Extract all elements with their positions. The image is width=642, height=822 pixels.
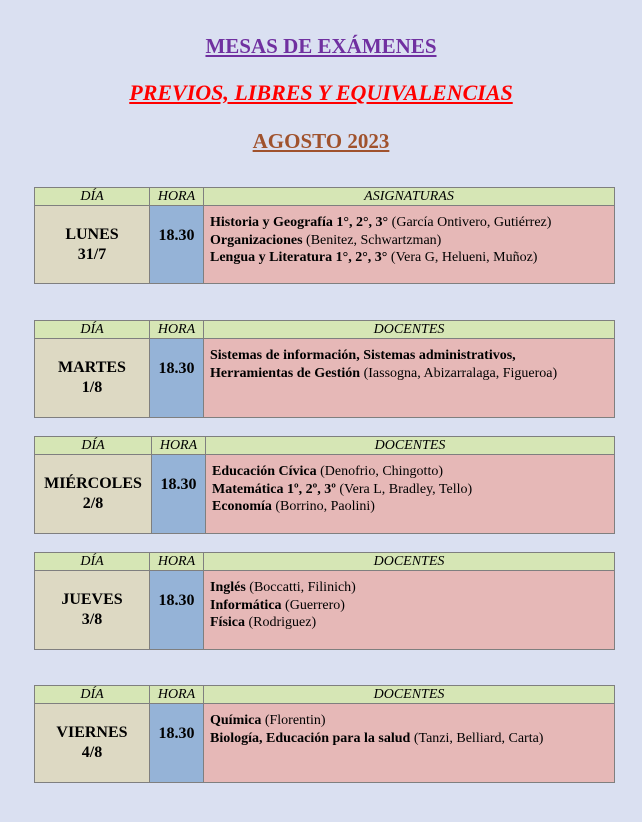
hour-cell: 18.30	[150, 704, 204, 783]
subject-line	[210, 597, 614, 615]
column-header-day: DÍA	[35, 321, 150, 339]
subject-name: Educación Cívica	[212, 464, 317, 479]
teacher-names: (Vera G, Helueni, Muñoz)	[387, 250, 538, 265]
column-header-hour: HORA	[150, 188, 204, 206]
column-header-subjects: ASIGNATURAS	[204, 188, 615, 206]
table-row	[35, 455, 615, 534]
column-header-hour: HORA	[150, 321, 204, 339]
subject-name: Organizaciones	[210, 232, 303, 248]
subject-line	[210, 614, 614, 632]
column-header-day: DÍA	[35, 437, 152, 455]
day-cell	[35, 206, 150, 284]
schedule-table-friday	[34, 685, 615, 783]
day-date: 31/7	[77, 245, 107, 263]
table-header-row	[35, 686, 615, 704]
column-header-teachers: DOCENTES	[204, 553, 615, 571]
schedule-table-monday	[34, 187, 615, 284]
day-cell	[35, 704, 150, 783]
table-header-row	[35, 188, 615, 206]
table-row	[35, 339, 615, 418]
subject-line	[212, 463, 614, 481]
column-header-hour: HORA	[150, 553, 204, 571]
period-heading: AGOSTO 2023	[252, 129, 390, 153]
column-header-teachers: DOCENTES	[204, 321, 615, 339]
subject-name: Química	[210, 713, 262, 728]
subjects-cell	[204, 571, 615, 650]
hour-cell: 18.30	[152, 455, 206, 534]
column-header-teachers: DOCENTES	[206, 437, 615, 455]
teacher-names: (Borrino, Paolini)	[271, 499, 375, 514]
schedule-table-thursday	[34, 552, 615, 650]
day-name: LUNES	[65, 225, 119, 243]
table-header-row	[35, 321, 615, 339]
teacher-names: (Tanzi, Belliard, Carta)	[410, 730, 544, 746]
subject-name: Economía	[212, 499, 272, 514]
hour-cell: 18.30	[150, 206, 204, 284]
subjects-cell	[204, 206, 615, 284]
table-header-row	[35, 553, 615, 571]
column-header-hour: HORA	[150, 686, 204, 704]
table-header-row	[35, 437, 615, 455]
subject-line	[210, 214, 614, 232]
teacher-names: (Boccatti, Filinich)	[245, 580, 356, 595]
subject-line	[210, 365, 614, 383]
teacher-names: (Vera L, Bradley, Tello)	[335, 481, 473, 497]
teacher-names: (Benitez, Schwartzman)	[302, 232, 442, 248]
subject-name: Inglés	[210, 580, 246, 595]
subject-line	[210, 579, 614, 597]
day-date: 4/8	[81, 744, 103, 761]
subject-name: Sistemas de información, Sistemas administrativos,	[210, 348, 516, 363]
subject-line	[212, 481, 614, 499]
subject-name: Herramientas de Gestión	[210, 365, 361, 381]
hour-cell: 18.30	[150, 571, 204, 650]
day-date: 1/8	[81, 379, 103, 396]
subject-line	[210, 712, 614, 730]
subjects-cell	[204, 339, 615, 418]
day-cell	[35, 455, 152, 534]
subject-name: Matemática 1º, 2º, 3º	[212, 481, 336, 497]
subjects-cell	[204, 704, 615, 783]
teacher-names: (Rodriguez)	[245, 615, 317, 630]
subject-name: Física	[210, 615, 245, 630]
column-header-day: DÍA	[35, 188, 150, 206]
hour-cell: 18.30	[150, 339, 204, 418]
teacher-names: (Denofrio, Chingotto)	[316, 464, 443, 479]
subject-line	[210, 249, 614, 267]
subject-name: Biología, Educación para la salud	[210, 730, 411, 746]
column-header-hour: HORA	[152, 437, 206, 455]
subject-name: Historia y Geografía 1°, 2°, 3°	[210, 215, 389, 230]
day-date: 3/8	[81, 611, 103, 628]
subject-line	[210, 347, 614, 365]
table-row	[35, 704, 615, 783]
column-header-day: DÍA	[35, 553, 150, 571]
subject-name: Informática	[210, 597, 282, 613]
subject-line	[210, 730, 614, 748]
day-name: MIÉRCOLES	[44, 475, 142, 492]
teacher-names: (García Ontivero, Gutiérrez)	[388, 215, 552, 230]
table-row	[35, 206, 615, 284]
teacher-names: (Florentin)	[261, 713, 326, 728]
day-cell	[35, 339, 150, 418]
table-row	[35, 571, 615, 650]
page-subtitle: PREVIOS, LIBRES Y EQUIVALENCIAS	[129, 80, 513, 105]
day-name: JUEVES	[61, 591, 123, 608]
teacher-names: (Iassogna, Abizarralaga, Figueroa)	[360, 365, 558, 381]
page-title: MESAS DE EXÁMENES	[205, 34, 437, 58]
day-date: 2/8	[82, 495, 104, 512]
day-cell	[35, 571, 150, 650]
column-header-teachers: DOCENTES	[204, 686, 615, 704]
teacher-names: (Guerrero)	[281, 597, 345, 613]
day-name: MARTES	[58, 359, 126, 376]
day-name: VIERNES	[56, 724, 128, 741]
subject-name: Lengua y Literatura 1°, 2°, 3°	[210, 250, 388, 265]
subject-line	[210, 232, 614, 250]
schedule-table-wednesday	[34, 436, 615, 534]
subjects-cell	[206, 455, 615, 534]
subject-line	[212, 498, 614, 516]
column-header-day: DÍA	[35, 686, 150, 704]
schedule-table-tuesday	[34, 320, 615, 418]
